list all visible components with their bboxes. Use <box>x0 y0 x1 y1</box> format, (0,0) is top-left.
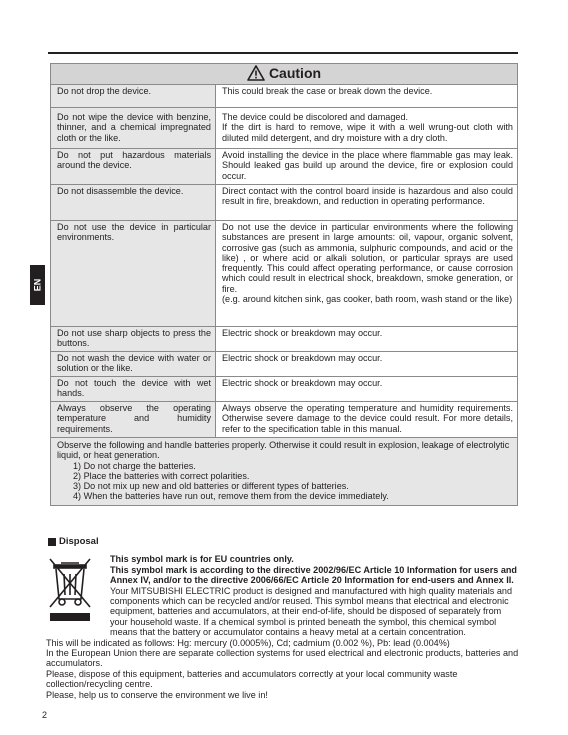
battery-note-intro: Observe the following and handle batteries properly. Otherwise it could result in explosion, leakage of electrolytic liquid, or heat generation. <box>57 440 510 461</box>
disposal-eu-note: This symbol mark is for EU countries only. <box>110 554 294 565</box>
caution-consequence: The device could be discolored and damaged. If the dirt is hard to remove, wipe it with a well wrung-out cloth with diluted mild detergent, and dry moisture with a dry cloth. <box>216 108 518 149</box>
list-item: 4) When the batteries have run out, remove them from the device immediately. <box>73 491 389 502</box>
battery-note-row <box>51 438 518 506</box>
caution-consequence: This could break the case or break down the device. <box>216 85 518 108</box>
caution-title: Caution <box>268 64 322 81</box>
table-row <box>51 108 518 149</box>
table-row <box>51 377 518 402</box>
caution-consequence: Electric shock or breakdown may occur. <box>216 352 518 377</box>
caution-item: Do not disassemble the device. <box>51 185 216 221</box>
list-item: 1) Do not charge the batteries. <box>73 460 196 471</box>
caution-item: Do not wash the device with water or solution or the like. <box>51 352 216 377</box>
table-row <box>51 352 518 377</box>
caution-consequence: Electric shock or breakdown may occur. <box>216 327 518 352</box>
battery-note <box>51 438 518 506</box>
caution-item: Do not put hazardous materials around the device. <box>51 149 216 185</box>
warning-triangle-icon <box>247 65 265 81</box>
disposal-heading: Disposal <box>48 537 520 547</box>
list-item: 3) Do not mix up new and old batteries or different types of batteries. <box>73 481 349 492</box>
table-row <box>51 221 518 327</box>
caution-item: Always observe the operating temperature and humidity requirements. <box>51 402 216 438</box>
top-rule <box>48 52 518 54</box>
caution-consequence: Do not use the device in particular environments where the following substances are present in large amounts: oil, vapour, organic solvent, corrosive gas (such as ammonia, sulphuric compounds, and acid or the like) , or where acid or alkali solution, or particular sprays are used frequently. This could affect operating performance, or cause corrosion which could result in electrical shock, breakdown, smoke generation, or fire. (e.g. around kitchen sink, gas cooker, bath room, wash stand or the like) <box>216 221 518 327</box>
caution-item: Do not use the device in particular environments. <box>51 221 216 327</box>
disposal-paragraph: This will be indicated as follows: Hg: mercury (0.0005%), Cd; cadmium (0.002 %), Pb: lead (0.004%) <box>46 637 450 648</box>
table-row <box>51 402 518 438</box>
battery-note-list <box>57 461 512 502</box>
table-row <box>51 185 518 221</box>
caution-consequence: Avoid installing the device in the place where flammable gas may leak. Should leaked gas build up around the device, fire or explosion could occur. <box>216 149 518 185</box>
caution-header <box>51 64 518 85</box>
disposal-paragraph: Please, help us to conserve the environment we live in! <box>46 689 268 700</box>
table-row <box>51 149 518 185</box>
disposal-paragraph: In the European Union there are separate collection systems for used electrical and electronic products, batteries and accumulators. <box>46 648 519 669</box>
caution-consequence: Always observe the operating temperature and humidity requirements. Otherwise severe damage to the device could result. For more details, refer to the specification table in this manual. <box>216 402 518 438</box>
square-bullet-icon <box>48 538 56 546</box>
page-number: 2 <box>42 710 48 720</box>
language-tab: EN <box>30 265 45 305</box>
caution-consequence: Electric shock or breakdown may occur. <box>216 377 518 402</box>
caution-table <box>50 63 518 506</box>
disposal-paragraph: Please, dispose of this equipment, batteries and accumulators correctly at your local community waste collection/recycling centre. <box>46 668 458 690</box>
crossed-out-wheelie-bin-icon <box>48 555 92 623</box>
caution-consequence: Direct contact with the control board inside is hazardous and also could result in fire, breakdown, and reduction in operating performance. <box>216 185 518 221</box>
disposal-paragraph: Your MITSUBISHI ELECTRIC product is designed and manufactured with high quality materials and components which can be recycled and/or reused. This symbol means that electrical and electronic equipment, batteries and accumulators, at their end-of-life, should be disposed of separately from your household waste. If a chemical symbol is printed beneath the symbol, this chemical symbol means that the battery or accumulator contains a heavy metal at a certain concentration. <box>110 585 513 638</box>
caution-item: Do not use sharp objects to press the buttons. <box>51 327 216 352</box>
caution-item: Do not wipe the device with benzine, thinner, and a chemical impregnated cloth or the like. <box>51 108 216 149</box>
caution-item: Do not drop the device. <box>51 85 216 108</box>
caution-item: Do not touch the device with wet hands. <box>51 377 216 402</box>
table-row <box>51 85 518 108</box>
table-row <box>51 327 518 352</box>
disposal-directive-note: This symbol mark is according to the directive 2002/96/EC Article 10 Information for users and Annex IV, and/or to the directive 2006/66/EC Article 20 Information for end-users and Annex II. <box>110 564 517 586</box>
list-item: 2) Place the batteries with correct polarities. <box>73 470 250 481</box>
disposal-section <box>48 537 520 700</box>
